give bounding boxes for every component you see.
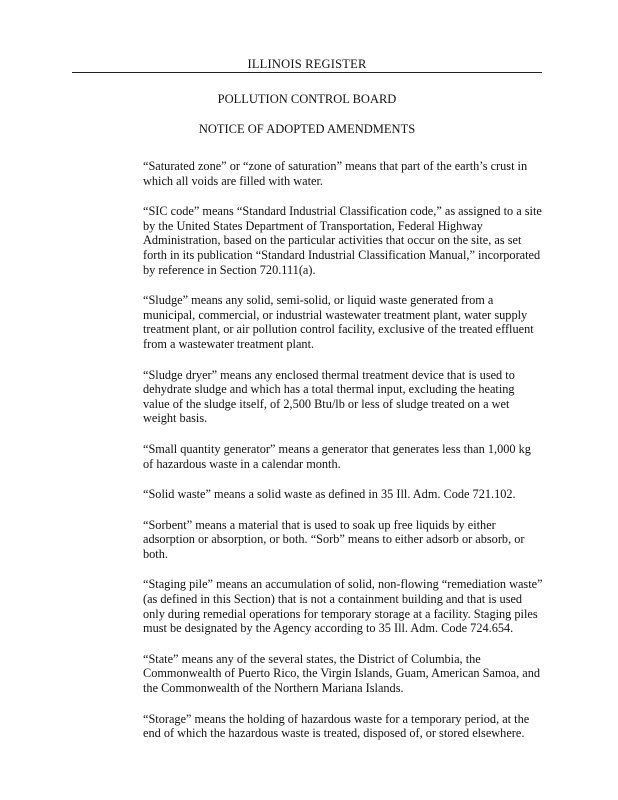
register-header: ILLINOIS REGISTER [72, 57, 542, 73]
definition-sludge: “Sludge” means any solid, semi-solid, or liquid waste generated from a municipal, commercial, or industrial wastewater treatment plant, water supply treatment plant, or air pollution control facility, exclusive of the treated effluent from a wastewater treatment plant. [143, 293, 534, 351]
definition-sic-code: “SIC code” means “Standard Industrial Classification code,” as assigned to a site by the United States Department of Transportation, Federal Highway Administration, based on the particular activities that occur on the site, as set forth in its publication “Standard Industrial Classification Manual,” incorporated by reference in Section 720.111(a). [143, 204, 542, 277]
definition-saturated-zone: “Saturated zone” or “zone of saturation” means that part of the earth’s crust in which all voids are filled with water. [143, 159, 528, 188]
definitions-body [143, 159, 543, 757]
definition-state: “State” means any of the several states, the District of Columbia, the Commonwealth of Puerto Rico, the Virgin Islands, Guam, American Samoa, and the Commonwealth of the Northern Mariana Islands. [143, 651, 541, 696]
definition-small-quantity-generator: “Small quantity generator” means a generator that generates less than 1,000 kg of hazardous waste in a calendar month. [143, 441, 531, 471]
board-title: POLLUTION CONTROL BOARD [217, 92, 397, 106]
definition-sorbent: “Sorbent” means a material that is used to soak up free liquids by either adsorption or absorption, or both. “Sorb” means to either adsorb or absorb, or both. [143, 517, 525, 561]
definition-sludge-dryer: “Sludge dryer” means any enclosed thermal treatment device that is used to dehydrate sludge and which has a total thermal input, excluding the heating value of the sludge itself, of 2,500 Btu/lb or less of sludge treated on a wet weight basis. [143, 367, 515, 426]
definition-staging-pile: “Staging pile” means an accumulation of solid, non-flowing “remediation waste” (as defined in this Section) that is not a containment building and that is used only during remedial operations for temporary storage at a facility. Staging piles must be designated by the Agency according to 35 Ill. Adm. Code 724.654. [143, 577, 543, 636]
definition-solid-waste: “Solid waste” means a solid waste as defined in 35 Ill. Adm. Code 721.102. [143, 487, 516, 502]
notice-title: NOTICE OF ADOPTED AMENDMENTS [198, 122, 416, 136]
definition-storage: “Storage” means the holding of hazardous waste for a temporary period, at the end of which the hazardous waste is treated, disposed of, or stored elsewhere. [143, 711, 530, 741]
